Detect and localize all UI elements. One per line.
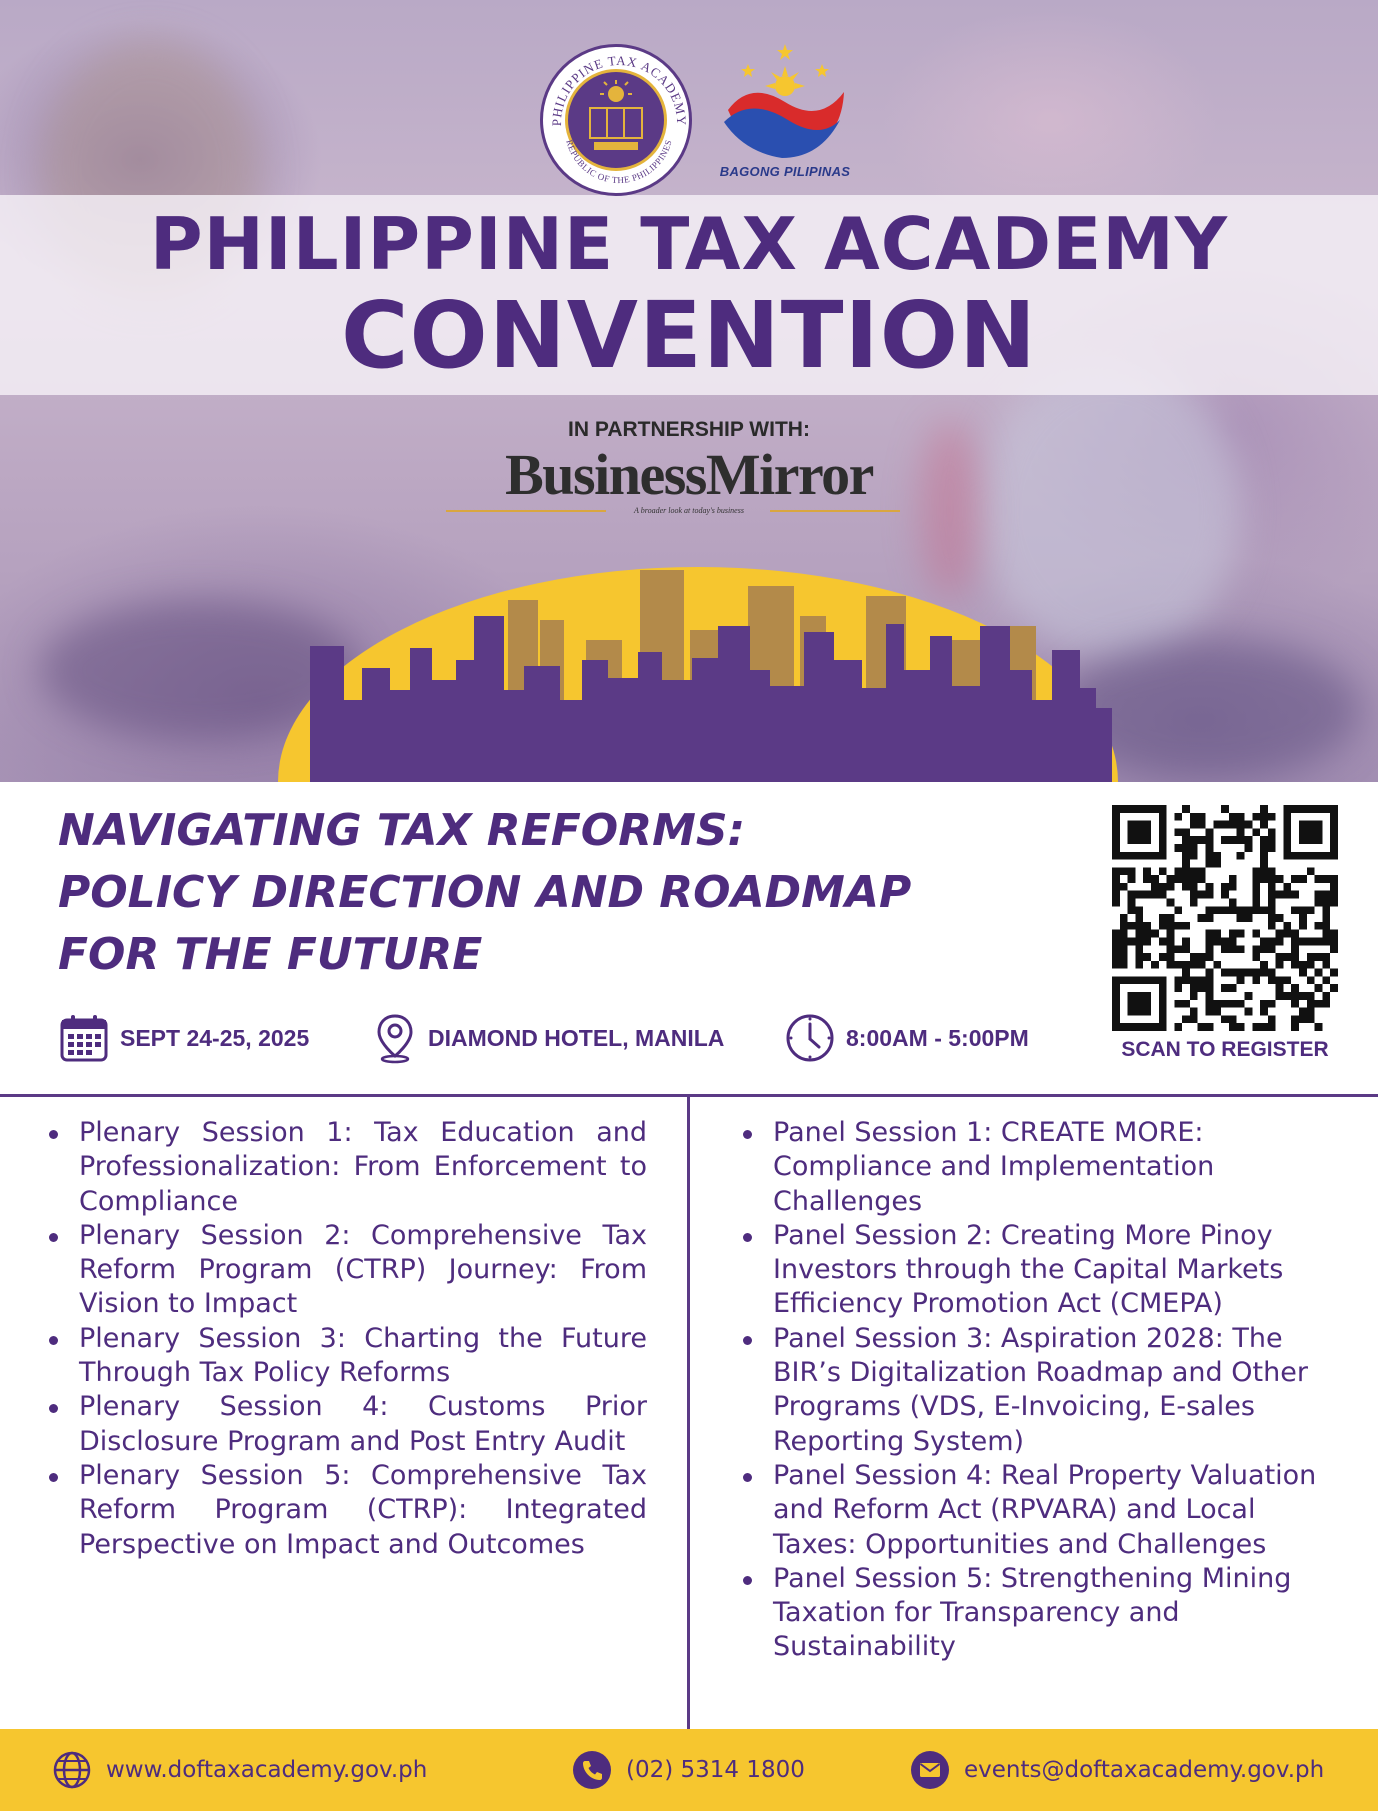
hero-banner xyxy=(0,0,1378,782)
list-item: Plenary Session 3: Charting the Future Through Tax Policy Reforms xyxy=(47,1322,647,1391)
qr-caption: SCAN TO REGISTER xyxy=(1121,1038,1329,1061)
seal-bottom-text: REPUBLIC OF THE PHILIPPINES xyxy=(564,138,674,186)
svg-text:PHILIPPINE TAX ACADEMY xyxy=(549,53,689,127)
bagong-pilipinas-label: BAGONG PILIPINAS xyxy=(719,164,851,179)
event-venue xyxy=(372,1012,724,1064)
plenary-session-list xyxy=(47,1116,647,1562)
event-date xyxy=(58,1012,309,1064)
list-item: Plenary Session 1: Tax Education and Professionalization: From Enforcement to Compliance xyxy=(47,1116,647,1219)
website-link[interactable] xyxy=(52,1729,427,1811)
clock-icon xyxy=(784,1012,836,1064)
svg-text:REPUBLIC OF THE PHILIPPINES xyxy=(564,139,673,186)
envelope-icon xyxy=(910,1750,950,1790)
convention-theme xyxy=(58,800,1058,986)
city-skyline-illustration xyxy=(0,540,1378,782)
partner-tagline: A broader look at today's business xyxy=(634,506,744,515)
panel-session-list xyxy=(741,1116,1347,1665)
list-item: Panel Session 1: CREATE MORE: Compliance and Implementation Challenges xyxy=(741,1116,1347,1219)
website-text: www.doftaxacademy.gov.ph xyxy=(106,1757,428,1783)
phone-text: (02) 5314 1800 xyxy=(626,1757,805,1783)
list-item: Panel Session 5: Strengthening Mining Taxation for Transparency and Sustainability xyxy=(741,1562,1347,1665)
email-text: events@doftaxacademy.gov.ph xyxy=(964,1757,1325,1783)
logo-row xyxy=(540,40,860,190)
list-item: Panel Session 4: Real Property Valuation and Reform Act (RPVARA) and Local Taxes: Opportunities and Challenges xyxy=(741,1459,1347,1562)
list-item: Panel Session 2: Creating More Pinoy Investors through the Capital Markets Efficiency Promotion Act (CMEPA) xyxy=(741,1219,1347,1322)
event-title: PHILIPPINE TAX ACADEMY xyxy=(149,202,1229,286)
contact-footer xyxy=(0,1729,1378,1811)
event-subtitle: CONVENTION xyxy=(341,282,1037,389)
email-link[interactable] xyxy=(910,1729,1324,1811)
event-date-text: SEPT 24-25, 2025 xyxy=(120,1024,310,1051)
calendar-icon xyxy=(58,1012,110,1064)
phone-link[interactable] xyxy=(572,1729,805,1811)
bagong-pilipinas-emblem xyxy=(710,40,860,164)
list-item: Plenary Session 2: Comprehensive Tax Reform Program (CTRP) Journey: From Vision to Impact xyxy=(47,1219,647,1322)
bagong-pilipinas-logo xyxy=(710,40,860,190)
list-item: Plenary Session 5: Comprehensive Tax Reform Program (CTRP): Integrated Perspective on Impact and Outcomes xyxy=(47,1459,647,1562)
list-item: Panel Session 3: Aspiration 2028: The BIR’s Digitalization Roadmap and Other Programs (VDS, E-Invoicing, E-sales Reporting System) xyxy=(741,1322,1347,1459)
partner-label: IN PARTNERSHIP WITH: xyxy=(568,418,810,441)
theme-line: NAVIGATING TAX REFORMS: xyxy=(58,805,746,856)
list-item: Plenary Session 4: Customs Prior Disclosure Program and Post Entry Audit xyxy=(47,1390,647,1459)
seal-ring-text xyxy=(543,47,695,199)
tax-academy-seal-logo xyxy=(540,44,692,196)
location-pin-icon xyxy=(372,1012,418,1064)
registration-qr-code[interactable] xyxy=(1112,805,1338,1031)
seal-top-text: PHILIPPINE TAX ACADEMY xyxy=(548,52,690,127)
event-venue-text: DIAMOND HOTEL, MANILA xyxy=(428,1024,725,1051)
globe-icon xyxy=(52,1750,92,1790)
theme-line: POLICY DIRECTION AND ROADMAP xyxy=(58,867,912,918)
column-divider xyxy=(687,1097,690,1729)
theme-line: FOR THE FUTURE xyxy=(58,929,483,980)
event-time-text: 8:00AM - 5:00PM xyxy=(846,1024,1029,1051)
phone-icon xyxy=(572,1750,612,1790)
event-time xyxy=(784,1012,1029,1064)
partner-logo-text: BusinessMirror xyxy=(505,442,873,507)
